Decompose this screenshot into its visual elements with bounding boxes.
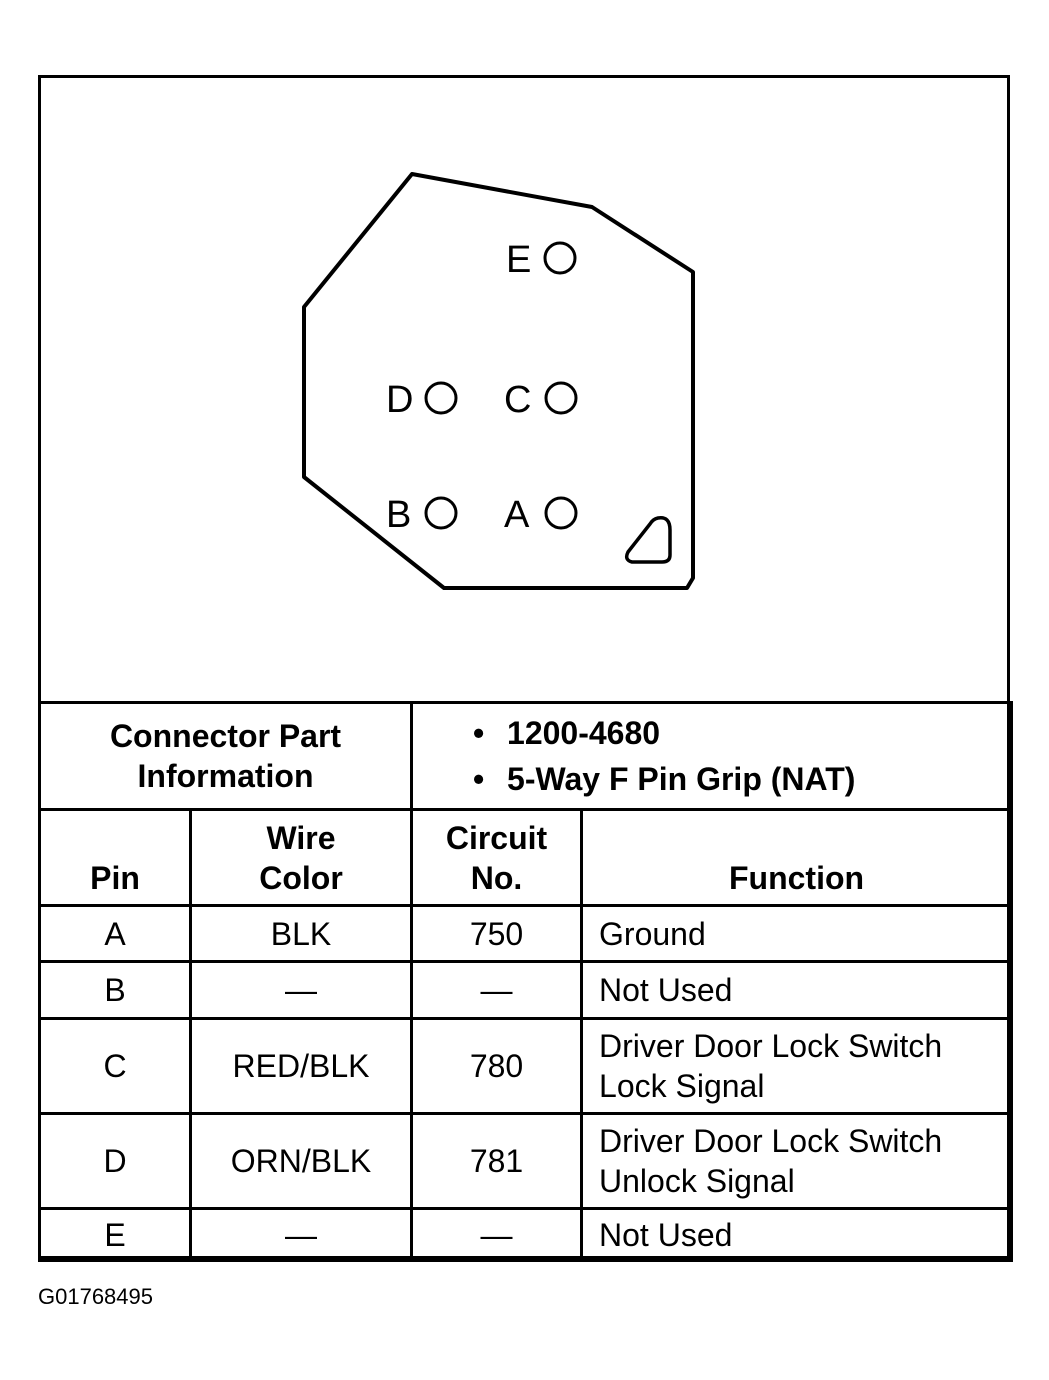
pin-socket bbox=[546, 498, 576, 528]
pin-a bbox=[504, 494, 576, 536]
pin-cell: D bbox=[40, 1114, 191, 1209]
function-cell: Not Used bbox=[582, 1209, 1012, 1261]
column-header-row bbox=[40, 810, 1012, 906]
pin-socket bbox=[426, 383, 456, 413]
part-info-label: Connector Part Information bbox=[40, 703, 412, 810]
figure-id: G01768495 bbox=[38, 1284, 153, 1309]
pin-cell: C bbox=[40, 1019, 191, 1114]
connector-outline bbox=[304, 174, 693, 588]
pin-socket bbox=[426, 498, 456, 528]
header-pin: Pin bbox=[40, 810, 191, 906]
pin-cell: E bbox=[40, 1209, 191, 1261]
part-info-row bbox=[40, 703, 1012, 810]
function-cell: Not Used bbox=[582, 962, 1012, 1019]
circuit-cell: 780 bbox=[412, 1019, 582, 1114]
pin-label: B bbox=[386, 494, 412, 536]
wire-color-cell: ORN/BLK bbox=[191, 1114, 412, 1209]
pin-cell: B bbox=[40, 962, 191, 1019]
header-wire-color: Wire Color bbox=[191, 810, 412, 906]
circuit-cell: 750 bbox=[412, 906, 582, 962]
header-circuit-no: Circuit No. bbox=[412, 810, 582, 906]
function-cell: Driver Door Lock Switch Unlock Signal bbox=[582, 1114, 1012, 1209]
wire-color-cell: — bbox=[191, 962, 412, 1019]
pin-c bbox=[504, 379, 576, 421]
function-cell: Ground bbox=[582, 906, 1012, 962]
connector-pin-table bbox=[38, 701, 1013, 1262]
wire-color-cell: BLK bbox=[191, 906, 412, 962]
table-row bbox=[40, 1019, 1012, 1114]
function-cell: Driver Door Lock Switch Lock Signal bbox=[582, 1019, 1012, 1114]
circuit-cell: — bbox=[412, 1209, 582, 1261]
part-info-list bbox=[412, 703, 1012, 810]
header-function: Function bbox=[582, 810, 1012, 906]
wire-color-cell: — bbox=[191, 1209, 412, 1261]
table-row bbox=[40, 1209, 1012, 1261]
pin-label: E bbox=[506, 239, 532, 281]
table-row bbox=[40, 906, 1012, 962]
pin-d bbox=[386, 379, 456, 421]
pin-1-indicator-triangle bbox=[627, 518, 670, 562]
pin-label: A bbox=[504, 494, 530, 536]
pin-cell: A bbox=[40, 906, 191, 962]
table-row bbox=[40, 1114, 1012, 1209]
pin-label: D bbox=[386, 379, 414, 421]
pin-socket bbox=[545, 243, 575, 273]
part-description: • 5-Way F Pin Grip (NAT) bbox=[473, 761, 856, 797]
circuit-cell: — bbox=[412, 962, 582, 1019]
part-number: • 1200-4680 bbox=[473, 715, 661, 751]
pin-socket bbox=[546, 383, 576, 413]
pin-label: C bbox=[504, 379, 532, 421]
wire-color-cell: RED/BLK bbox=[191, 1019, 412, 1114]
circuit-cell: 781 bbox=[412, 1114, 582, 1209]
table-row bbox=[40, 962, 1012, 1019]
pin-e bbox=[506, 239, 575, 281]
pin-b bbox=[386, 494, 456, 536]
